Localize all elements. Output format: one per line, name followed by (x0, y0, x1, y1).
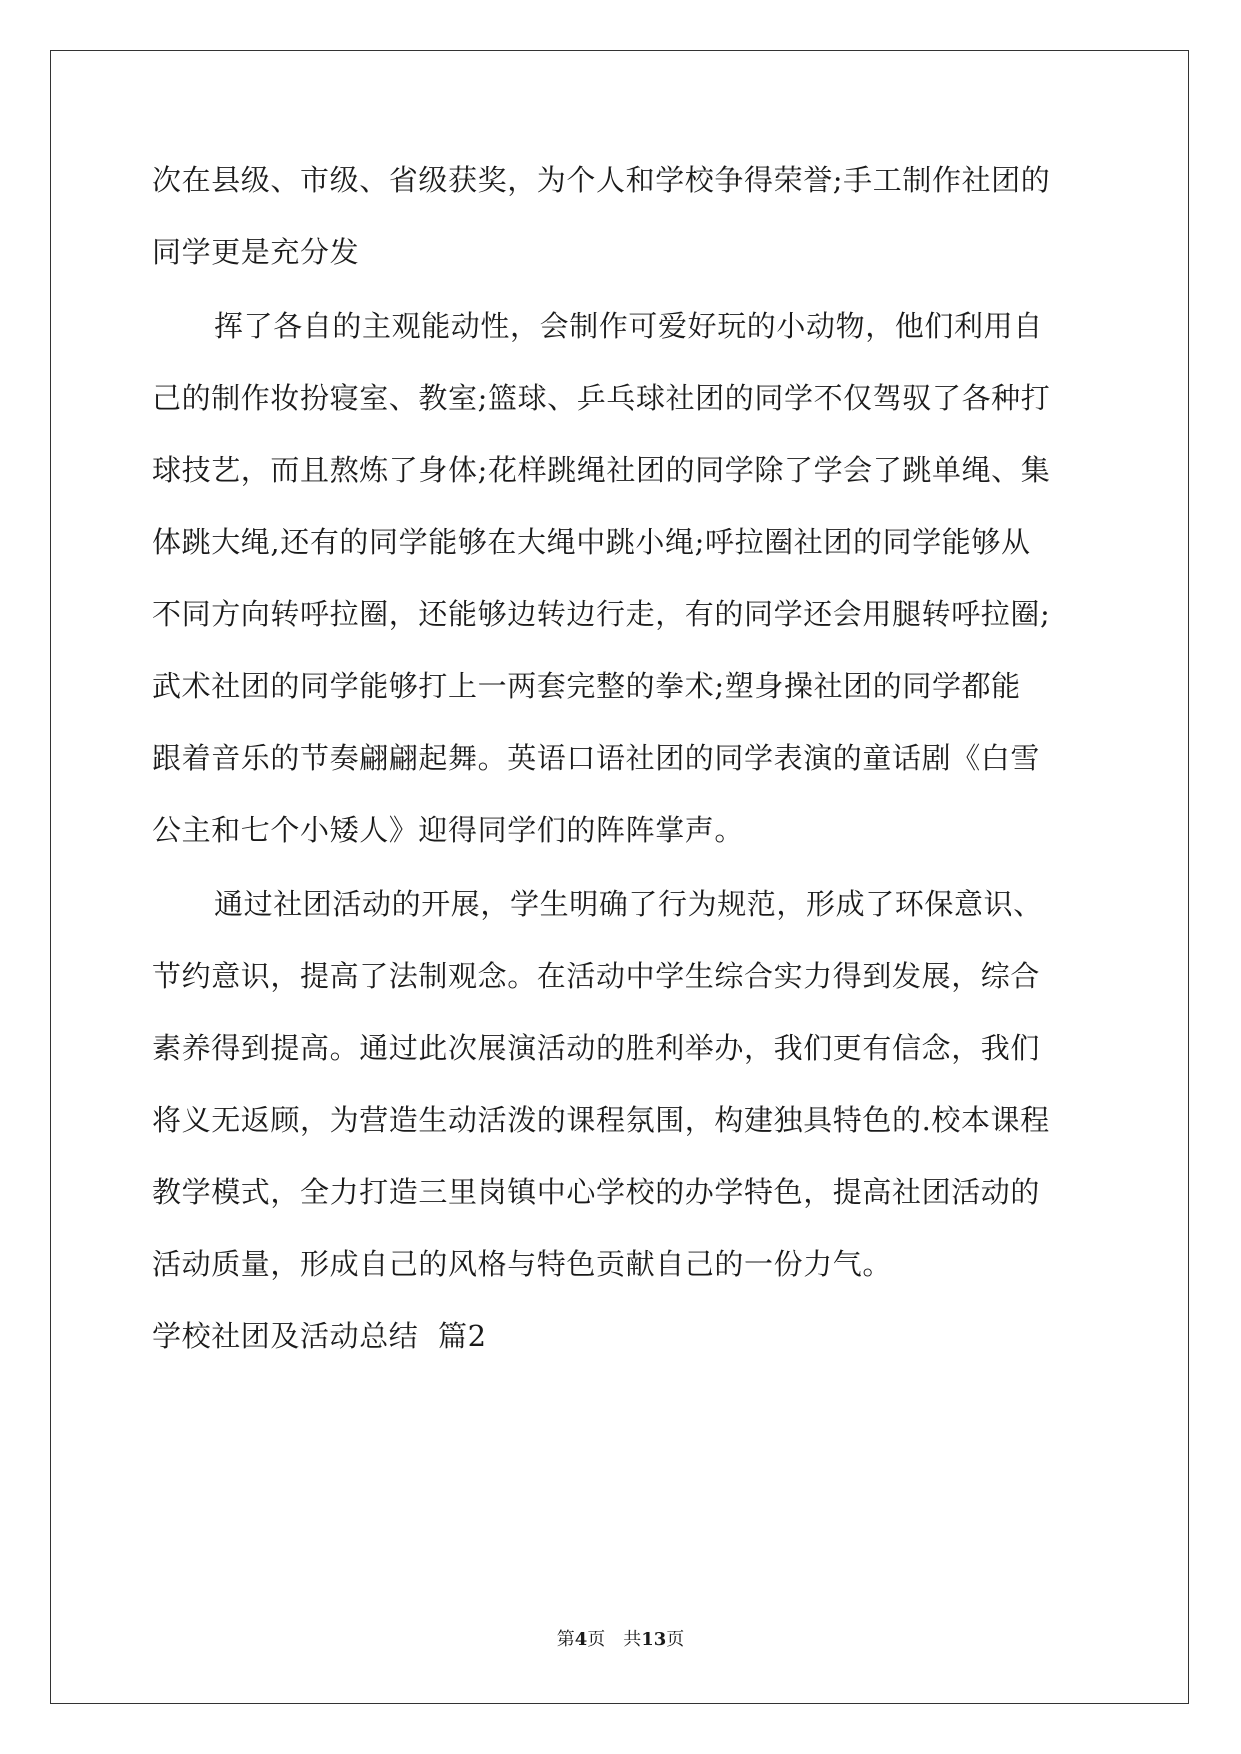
text-line: 同学更是充分发 (152, 235, 360, 269)
section-heading: 学校社团及活动总结 篇2 (152, 1319, 487, 1353)
footer-total-pages: 13 (641, 1629, 667, 1650)
text-line: 教学模式，全力打造三里岗镇中心学校的办学特色，提高社团活动的 (152, 1175, 1041, 1209)
text-line: 己的制作妆扮寝室、教室;篮球、乒乓球社团的同学不仅驾驭了各种打 (152, 381, 1051, 415)
text-line: 武术社团的同学能够打上一两套完整的拳术;塑身操社团的同学都能 (152, 669, 1021, 703)
text-line: 素养得到提高。通过此次展演活动的胜利举办，我们更有信念，我们 (152, 1031, 1041, 1065)
text-line: 不同方向转呼拉圈，还能够边转边行走，有的同学还会用腿转呼拉圈; (152, 597, 1051, 631)
footer-total-prefix: 共 (623, 1629, 642, 1650)
footer-page-prefix: 第 (556, 1629, 575, 1650)
text-line: 体跳大绳,还有的同学能够在大绳中跳小绳;呼拉圈社团的同学能够从 (152, 525, 1031, 559)
text-line: 节约意识，提高了法制观念。在活动中学生综合实力得到发展，综合 (152, 959, 1041, 993)
text-line: 次在县级、市级、省级获奖，为个人和学校争得荣誉;手工制作社团的 (152, 163, 1051, 197)
footer-total-suffix: 页 (666, 1629, 685, 1650)
paragraph-first-line: 通过社团活动的开展，学生明确了行为规范，形成了环保意识、 (214, 887, 1043, 921)
paragraph-first-line: 挥了各自的主观能动性，会制作可爱好玩的小动物，他们利用自 (214, 309, 1043, 343)
text-line: 跟着音乐的节奏翩翩起舞。英语口语社团的同学表演的童话剧《白雪 (152, 741, 1041, 775)
text-line: 活动质量，形成自己的风格与特色贡献自己的一份力气。 (152, 1247, 893, 1281)
text-line: 公主和七个小矮人》迎得同学们的阵阵掌声。 (152, 813, 745, 847)
page-border (50, 50, 1189, 1704)
text-line: 球技艺，而且熬炼了身体;花样跳绳社团的同学除了学会了跳单绳、集 (152, 453, 1051, 487)
text-line: 将义无返顾，为营造生动活泼的课程氛围，构建独具特色的.校本课程 (152, 1103, 1050, 1137)
footer-page-suffix: 页 (587, 1629, 606, 1650)
page-footer (0, 1628, 1241, 1652)
footer-page-number: 4 (574, 1629, 588, 1650)
